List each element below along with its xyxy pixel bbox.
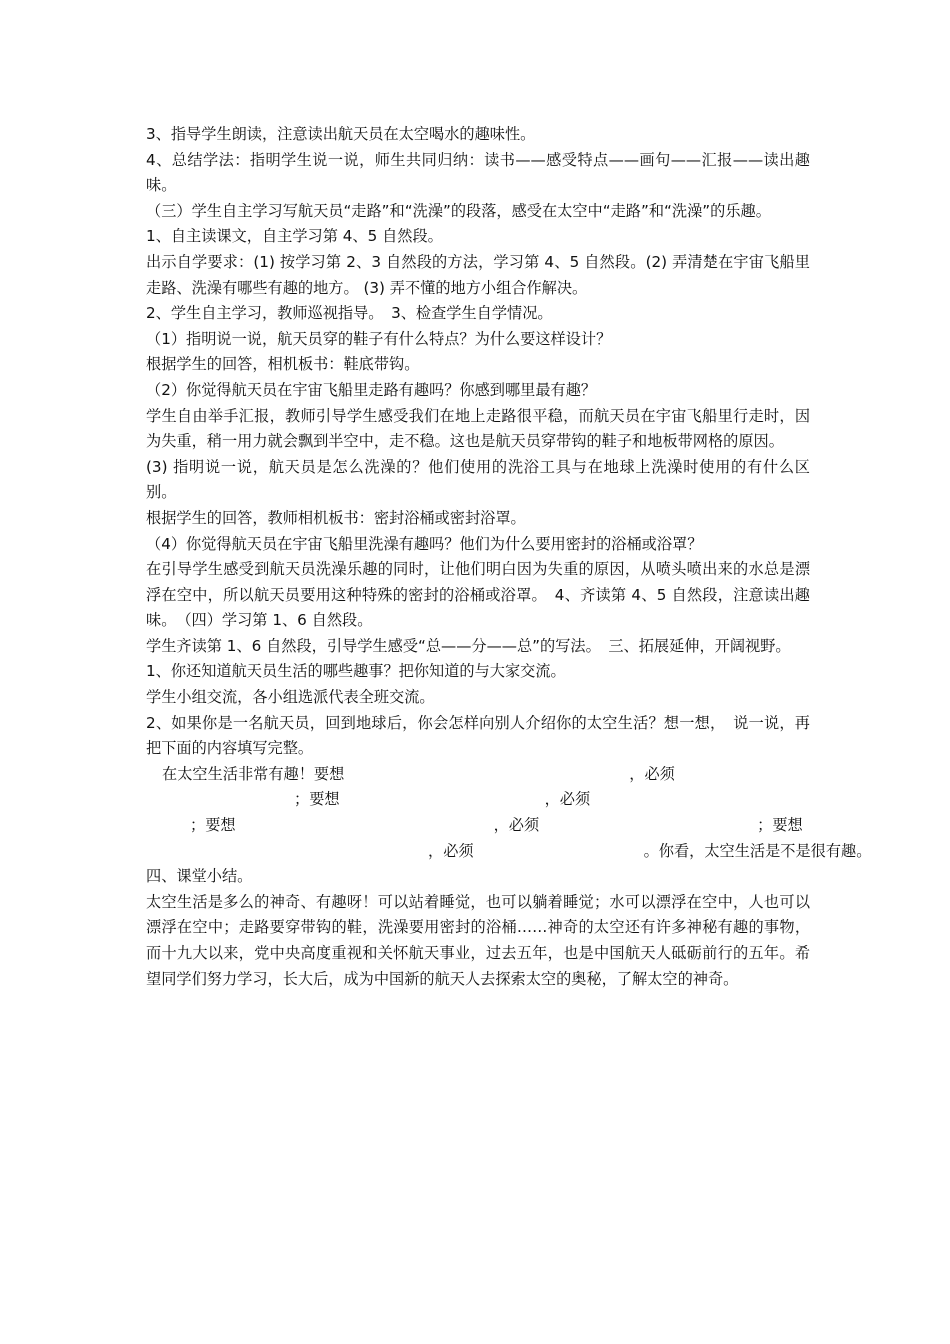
question: （4）你觉得航天员在宇宙飞船里洗澡有趣吗？他们为什么要用密封的浴桶或浴罩？ xyxy=(146,534,703,553)
paragraph: 学生自由举手汇报，教师引导学生感受我们在地上走路很平稳，而航天员在宇宙飞船里行走时，因为失重，稍一用力就会飘到半空中，走不稳。这也是航天员穿带钩的鞋子和地板带网格的原因。 xyxy=(146,406,810,451)
fill-in-row: ；要想 ，必须 ；要想 xyxy=(190,816,803,835)
fill-in-row: ，必须 。你看，太空生活是不是很有趣。 xyxy=(428,841,872,860)
fill-in-row: 在太空生活非常有趣！要想 ，必须 xyxy=(162,764,675,783)
fill-in-exercise xyxy=(146,762,872,864)
paragraph: 在引导学生感受到航天员洗澡乐趣的同时，让他们明白因为失重的原因，从喷头喷出来的水总是漂浮在空中，所以航天员要用这种特殊的密封的浴桶或浴罩。 4、齐读第 4、5 自然段，注意读出趣味。 （四）学习第 1、6 自然段。 xyxy=(146,560,810,630)
paragraph: 根据学生的回答，相机板书：鞋底带钩。 xyxy=(146,355,420,374)
document-page xyxy=(146,122,872,992)
section-heading: 四、课堂小结。 xyxy=(146,867,253,886)
paragraph: 2、如果你是一名航天员，回到地球后，你会怎样向别人介绍你的太空生活？想一想， 说一说，再把下面的内容填写完整。 xyxy=(146,713,810,758)
paragraph: 4、总结学法：指明学生说一说，师生共同归纳：读书——感受特点——画句——汇报——读出趣味。 xyxy=(146,150,810,195)
paragraph: 3、指导学生朗读，注意读出航天员在太空喝水的趣味性。 xyxy=(146,125,536,143)
section-heading: （三）学生自主学习写航天员“走路”和“洗澡”的段落，感受在太空中“走路”和“洗澡”的乐趣。 xyxy=(146,201,771,220)
paragraph: 2、学生自主学习，教师巡视指导。 3、检查学生自学情况。 xyxy=(146,304,553,323)
paragraph: 出示自学要求：(1) 按学习第 2、3 自然段的方法，学习第 4、5 自然段。(2) 弄清楚在宇宙飞船里走路、洗澡有哪些有趣的地方。 (3) 弄不懂的地方小组合作解决。 xyxy=(146,252,810,297)
question: （2）你觉得航天员在宇宙飞船里走路有趣吗？你感到哪里最有趣？ xyxy=(146,380,597,399)
paragraph: 1、自主读课文，自主学习第 4、5 自然段。 xyxy=(146,227,443,246)
paragraph: 1、你还知道航天员生活的哪些趣事？把你知道的与大家交流。 xyxy=(146,662,566,681)
paragraph: 根据学生的回答，教师相机板书：密封浴桶或密封浴罩。 xyxy=(146,508,526,527)
summary-paragraph: 太空生活是多么的神奇、有趣呀！可以站着睡觉，也可以躺着睡觉；水可以漂浮在空中，人也可以漂浮在空中；走路要穿带钩的鞋，洗澡要用密封的浴桶……神奇的太空还有许多神秘有趣的事物，而十九大以来，党中央高度重视和关怀航天事业，过去五年，也是中国航天人砥砺前行的五年。希望同学们努力学习，长大后，成为中国新的航天人去探索太空的奥秘，了解太空的神奇。 xyxy=(146,892,810,988)
fill-in-row: ；要想 ，必须 xyxy=(294,790,591,809)
fill-in-lead: 在太空生活非常有趣！要想 xyxy=(162,764,345,783)
fill-in-ending: 。你看，太空生活是不是很有趣。 xyxy=(643,841,872,860)
question: (3) 指明说一说，航天员是怎么洗澡的？他们使用的洗浴工具与在地球上洗澡时使用的有什么区别。 xyxy=(146,457,810,502)
paragraph: 学生齐读第 1、6 自然段，引导学生感受“总——分——总”的写法。 三、拓展延伸，开阔视野。 xyxy=(146,636,791,655)
question: （1）指明说一说，航天员穿的鞋子有什么特点？为什么要这样设计？ xyxy=(146,329,612,348)
paragraph: 学生小组交流，各小组选派代表全班交流。 xyxy=(146,688,435,707)
